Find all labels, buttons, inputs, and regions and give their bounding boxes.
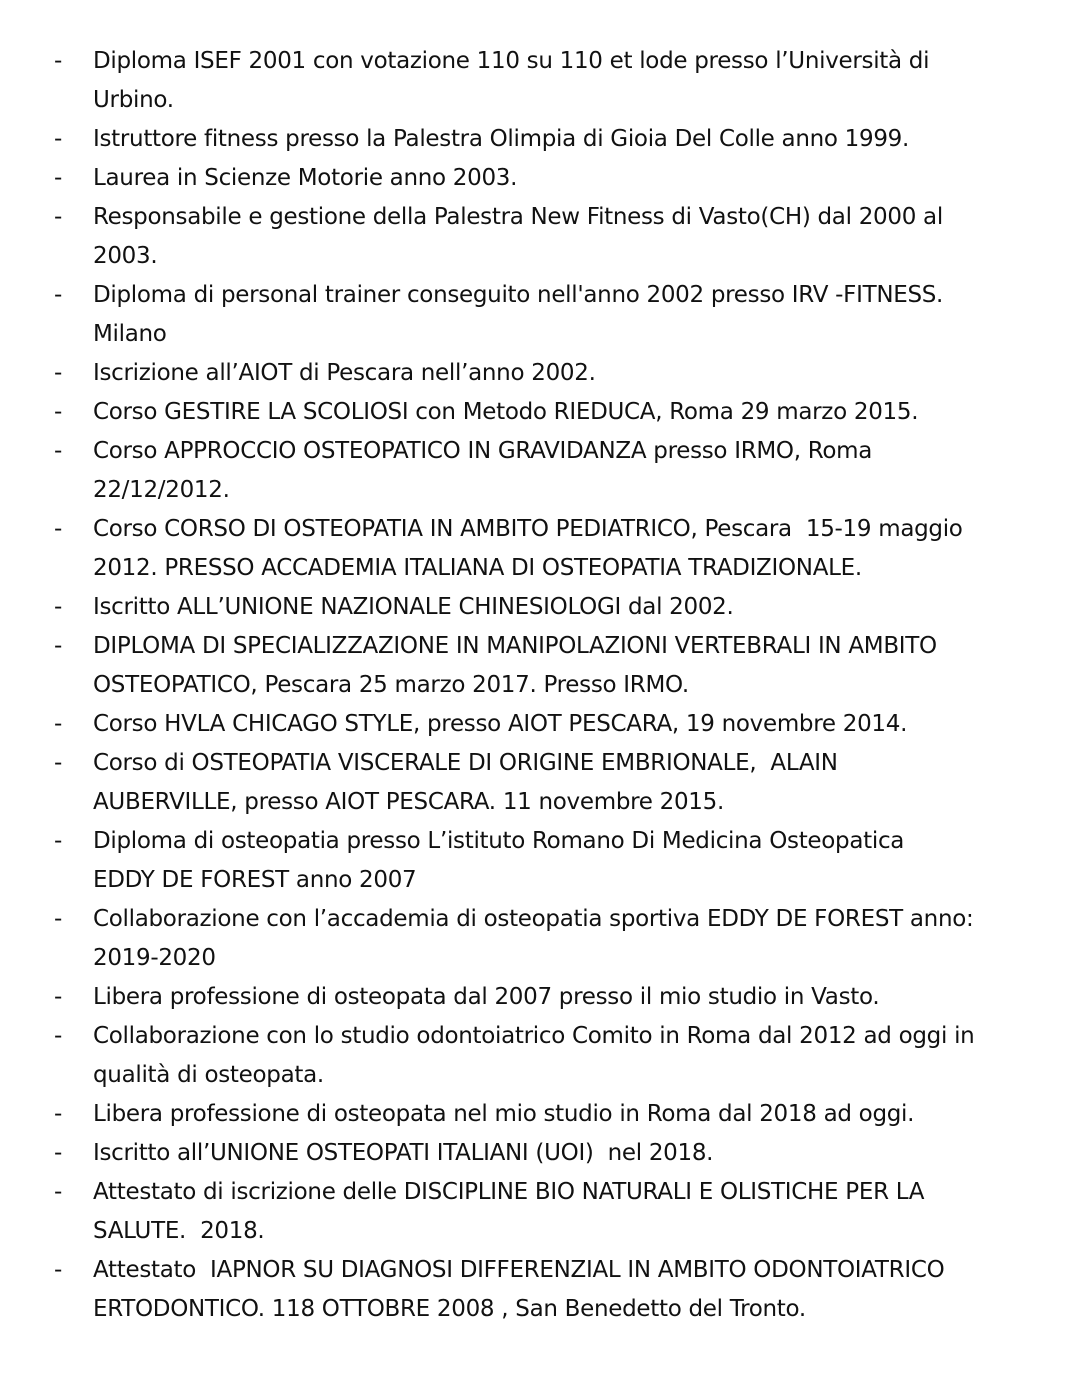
qualification-list [0, 42, 1080, 1329]
bullet-dash: - [54, 750, 62, 776]
bullet-dash: - [54, 711, 62, 737]
bullet-dash: - [54, 165, 62, 191]
list-item [0, 1173, 1080, 1251]
item-text: Diploma di osteopatia presso L’istituto Romano Di Medicina Osteopatica EDDY DE FOREST anno 2007 [93, 828, 905, 893]
bullet-dash: - [54, 126, 62, 152]
list-item [0, 588, 1080, 627]
item-text: Diploma di personal trainer conseguito nell'anno 2002 presso IRV -FITNESS. Milano [93, 282, 944, 347]
list-item [0, 393, 1080, 432]
item-text: Libera professione di osteopata dal 2007 presso il mio studio in Vasto. [93, 984, 880, 1010]
bullet-dash: - [54, 399, 62, 425]
bullet-dash: - [54, 984, 62, 1010]
bullet-dash: - [54, 438, 62, 464]
bullet-dash: - [54, 594, 62, 620]
list-item [0, 510, 1080, 588]
list-item [0, 159, 1080, 198]
list-item [0, 354, 1080, 393]
list-item [0, 198, 1080, 276]
bullet-dash: - [54, 360, 62, 386]
bullet-dash: - [54, 204, 62, 230]
item-text: Iscrizione all’AIOT di Pescara nell’anno 2002. [93, 360, 596, 386]
list-item [0, 432, 1080, 510]
item-text: Responsabile e gestione della Palestra New Fitness di Vasto(CH) dal 2000 al 2003. [93, 204, 943, 269]
item-text: Attestato di iscrizione delle DISCIPLINE BIO NATURALI E OLISTICHE PER LA SALUTE. 2018. [93, 1179, 925, 1244]
bullet-dash: - [54, 1257, 62, 1283]
bullet-dash: - [54, 1140, 62, 1166]
list-item [0, 627, 1080, 705]
item-text: Laurea in Scienze Motorie anno 2003. [93, 165, 518, 191]
item-text: Collaborazione con l’accademia di osteopatia sportiva EDDY DE FOREST anno: 2019-2020 [93, 906, 974, 971]
item-text: Iscritto ALL’UNIONE NAZIONALE CHINESIOLOGI dal 2002. [93, 594, 734, 620]
list-item [0, 744, 1080, 822]
bullet-dash: - [54, 48, 62, 74]
list-item [0, 1251, 1080, 1329]
item-text: Libera professione di osteopata nel mio studio in Roma dal 2018 ad oggi. [93, 1101, 915, 1127]
bullet-dash: - [54, 828, 62, 854]
bullet-dash: - [54, 1179, 62, 1205]
list-item [0, 276, 1080, 354]
list-item [0, 978, 1080, 1017]
item-text: Corso di OSTEOPATIA VISCERALE DI ORIGINE EMBRIONALE, ALAIN AUBERVILLE, presso AIOT PESCARA. 11 novembre 2015. [93, 750, 838, 815]
bullet-dash: - [54, 282, 62, 308]
item-text: Collaborazione con lo studio odontoiatrico Comito in Roma dal 2012 ad oggi in qualità di osteopata. [93, 1023, 975, 1088]
list-item [0, 1134, 1080, 1173]
list-item [0, 1095, 1080, 1134]
item-text: Diploma ISEF 2001 con votazione 110 su 110 et lode presso l’Università di Urbino. [93, 48, 930, 113]
bullet-dash: - [54, 1023, 62, 1049]
item-text: Istruttore fitness presso la Palestra Olimpia di Gioia Del Colle anno 1999. [93, 126, 910, 152]
list-item [0, 1017, 1080, 1095]
item-text: Corso GESTIRE LA SCOLIOSI con Metodo RIEDUCA, Roma 29 marzo 2015. [93, 399, 919, 425]
bullet-dash: - [54, 906, 62, 932]
list-item [0, 42, 1080, 120]
bullet-dash: - [54, 633, 62, 659]
cv-document [0, 42, 1080, 1329]
item-text: DIPLOMA DI SPECIALIZZAZIONE IN MANIPOLAZIONI VERTEBRALI IN AMBITO OSTEOPATICO, Pescara 25 marzo 2017. Presso IRMO. [93, 633, 937, 698]
list-item [0, 705, 1080, 744]
item-text: Corso CORSO DI OSTEOPATIA IN AMBITO PEDIATRICO, Pescara 15-19 maggio 2012. PRESSO ACCADEMIA ITALIANA DI OSTEOPATIA TRADIZIONALE. [93, 516, 963, 581]
bullet-dash: - [54, 1101, 62, 1127]
item-text: Iscritto all’UNIONE OSTEOPATI ITALIANI (UOI) nel 2018. [93, 1140, 714, 1166]
item-text: Attestato IAPNOR SU DIAGNOSI DIFFERENZIAL IN AMBITO ODONTOIATRICO ERTODONTICO. 118 OTTOBRE 2008 , San Benedetto del Tronto. [93, 1257, 945, 1322]
item-text: Corso HVLA CHICAGO STYLE, presso AIOT PESCARA, 19 novembre 2014. [93, 711, 908, 737]
list-item [0, 120, 1080, 159]
item-text: Corso APPROCCIO OSTEOPATICO IN GRAVIDANZA presso IRMO, Roma 22/12/2012. [93, 438, 873, 503]
list-item [0, 822, 1080, 900]
bullet-dash: - [54, 516, 62, 542]
list-item [0, 900, 1080, 978]
